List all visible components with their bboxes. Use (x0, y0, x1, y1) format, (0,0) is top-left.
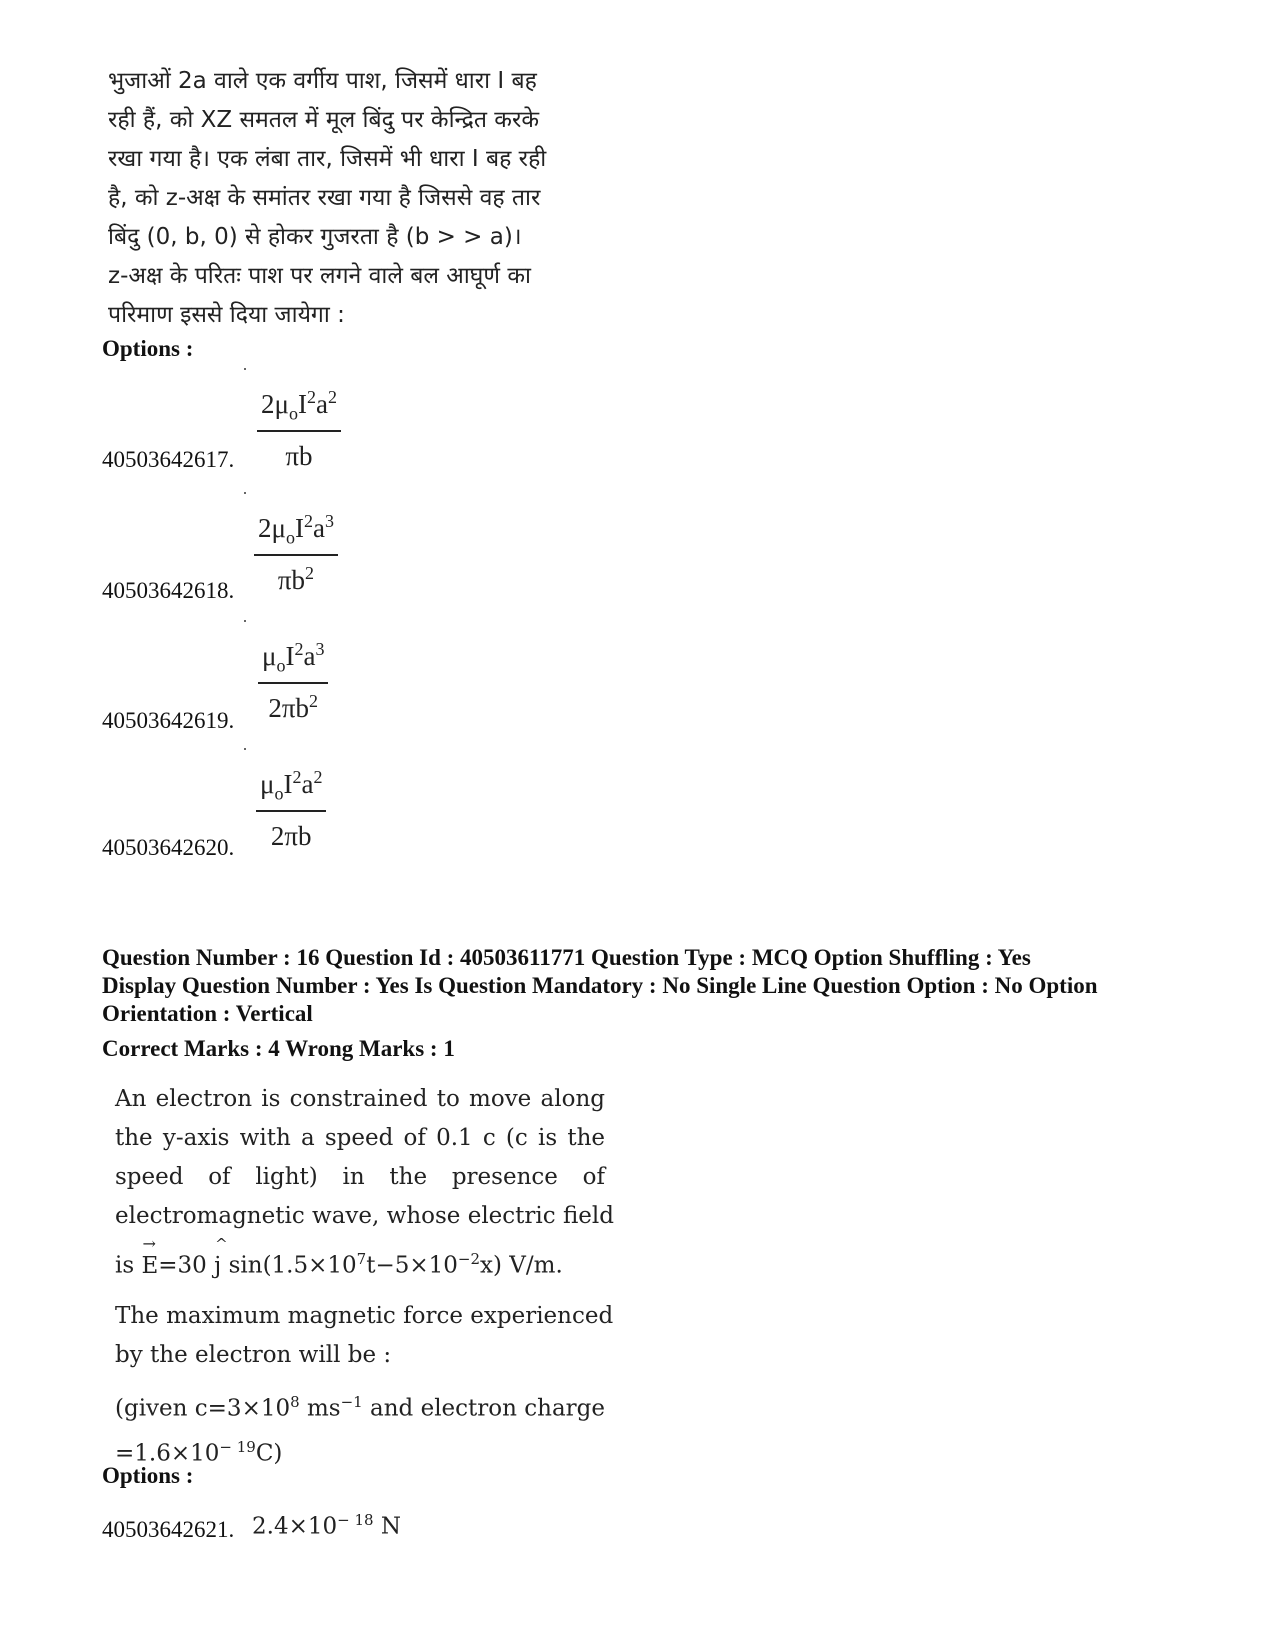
option-formula: $2.4\times 10^{- 18}$ N (252, 1511, 401, 1540)
option-id: 40503642617. (102, 447, 235, 472)
option-formula: $\mu_oI^2a^3$ $2\pi b^2$ (258, 634, 328, 723)
marks-info: Correct Marks : 4 Wrong Marks : 1 (102, 1036, 455, 1061)
question-text-hindi (108, 62, 600, 335)
stray-mark (244, 492, 246, 494)
options-label: Options : (102, 336, 194, 361)
option-id: 40503642618. (102, 578, 235, 603)
question-line: The maximum magnetic force experienced (115, 1303, 614, 1329)
question-line: परिमाण इससे दिया जायेगा : (108, 302, 345, 328)
question-text-2 (115, 1297, 614, 1375)
option-id: 40503642621. (102, 1517, 235, 1542)
option-formula: $2\mu_oI^2a^2$ πb (257, 382, 341, 471)
question-line: An electron is constrained to move along (115, 1086, 605, 1112)
meta-line: Orientation : Vertical (102, 1001, 313, 1026)
meta-line: Display Question Number : Yes Is Question Mandatory : No Single Line Question Option : No Option (102, 973, 1098, 998)
question-line: electromagnetic wave, whose electric field (115, 1203, 614, 1229)
question-line: by the electron will be : (115, 1342, 392, 1368)
question-line: बिंदु (0, b, 0) से होकर गुजरता है (b > > a)। (108, 224, 522, 250)
question-line: रखा गया है। एक लंबा तार, जिसमें भी धारा I बह रही (108, 146, 547, 172)
stray-mark (244, 620, 246, 622)
meta-line: Question Number : 16 Question Id : 40503611771 Question Type : MCQ Option Shuffling : Yes (102, 945, 1031, 970)
option-id: 40503642620. (102, 835, 235, 860)
question-meta (102, 944, 1222, 1028)
given-values: (given $c=3\times 10^8$ $ms^{-1}$ and electron charge $=1.6\times 10^{- 19}C$) (115, 1393, 605, 1467)
question-line: the y-axis with a speed of 0.1 c (c is the (115, 1125, 605, 1151)
option-formula: $\mu_oI^2a^2$ 2πb (256, 762, 326, 851)
stray-mark (244, 748, 246, 750)
field-equation: is → E=30 ^ j $\sin(1.5\times 10^7t-5\times 10^{-2}x)$ V/m. (115, 1233, 563, 1279)
option-formula: $2\mu_oI^2a^3$ $\pi b^2$ (254, 506, 338, 595)
option-id: 40503642619. (102, 708, 235, 733)
question-line: z-अक्ष के परितः पाश पर लगने वाले बल आघूर्ण का (108, 263, 531, 289)
question-line: रही हैं, को XZ समतल में मूल बिंदु पर केन्द्रित करके (108, 107, 540, 133)
options-label: Options : (102, 1463, 194, 1488)
question-text (115, 1080, 614, 1236)
stray-mark (244, 368, 246, 370)
question-line: भुजाओं 2a वाले एक वर्गीय पाश, जिसमें धारा I बह (108, 68, 537, 94)
question-line: है, को z-अक्ष के समांतर रखा गया है जिससे वह तार (108, 185, 541, 211)
question-line: speed of light) in the presence of (115, 1164, 605, 1190)
